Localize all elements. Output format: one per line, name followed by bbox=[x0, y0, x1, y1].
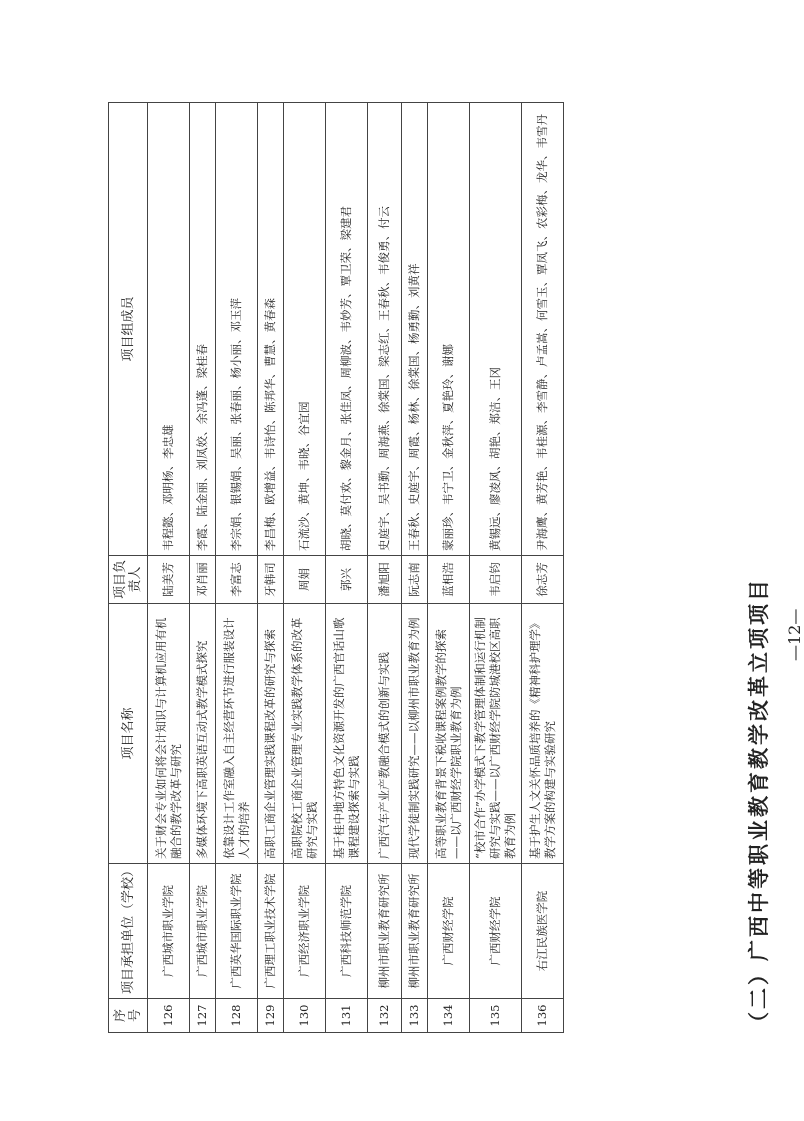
table-row bbox=[190, 103, 216, 1033]
table-row bbox=[470, 103, 522, 1033]
header-unit: 项目承担单位（学校） bbox=[109, 864, 148, 999]
row-leader: 李富志 bbox=[216, 556, 258, 604]
row-no: 126 bbox=[148, 999, 190, 1033]
row-project-name: 高职工商企业管理实践课程改革的研究与探索 bbox=[258, 604, 284, 864]
row-unit: 广西理工职业技术学院 bbox=[258, 864, 284, 999]
row-no: 135 bbox=[470, 999, 522, 1033]
row-leader: 阮志南 bbox=[402, 556, 428, 604]
row-project-name: 关于财会专业如何将会计知识与计算机应用有机融合的教学改革与研究 bbox=[148, 604, 190, 864]
row-no: 134 bbox=[428, 999, 470, 1033]
row-no: 136 bbox=[522, 999, 564, 1033]
row-project-name: 多媒体环境下高职英语互动式教学模式探究 bbox=[190, 604, 216, 864]
row-leader: 韦启钧 bbox=[470, 556, 522, 604]
row-leader: 徐志芳 bbox=[522, 556, 564, 604]
row-members: 胡晓、莫付欢、黎金月、张佳凤、周柳波、韦妙芳、覃卫荣、梁建君 bbox=[326, 103, 368, 556]
row-members: 韦程懿、邓明杨、李忠雄 bbox=[148, 103, 190, 556]
project-table bbox=[108, 102, 564, 1033]
row-unit: 广西城市职业学院 bbox=[190, 864, 216, 999]
section-title: （二）广西中等职业教育教学改革立项项目 bbox=[746, 577, 771, 1033]
row-project-name: 高职院校工商企业管理专业实践教学体系的改革研究与实践 bbox=[284, 604, 326, 864]
row-leader: 陆美芳 bbox=[148, 556, 190, 604]
row-project-name: 基于护生人文关怀品质培养的《精神科护理学》教学方案的构建与实验研究 bbox=[522, 604, 564, 864]
row-no: 133 bbox=[402, 999, 428, 1033]
table-row bbox=[216, 103, 258, 1033]
row-unit: 广西英华国际职业学院 bbox=[216, 864, 258, 999]
row-project-name: 广西汽车产业产教融合模式的创新与实践 bbox=[368, 604, 402, 864]
row-leader: 郭兴 bbox=[326, 556, 368, 604]
row-no: 132 bbox=[368, 999, 402, 1033]
row-no: 127 bbox=[190, 999, 216, 1033]
header-name: 项目名称 bbox=[109, 604, 148, 864]
table-row bbox=[284, 103, 326, 1033]
row-no: 129 bbox=[258, 999, 284, 1033]
row-unit: 广西科技师范学院 bbox=[326, 864, 368, 999]
row-unit: 广西财经学院 bbox=[428, 864, 470, 999]
row-project-name: 高等职业教育背景下税收课程案例教学的探索——以广西财经学院职业教育为例 bbox=[428, 604, 470, 864]
table-row bbox=[402, 103, 428, 1033]
row-unit: 柳州市职业教育研究所 bbox=[402, 864, 428, 999]
row-unit: 右江民族医学院 bbox=[522, 864, 564, 999]
row-members: 黄锡远、廖凌风、胡艳、郑洁、王冈 bbox=[470, 103, 522, 556]
row-leader: 潘旭阳 bbox=[368, 556, 402, 604]
row-project-name: 现代学徒制实践研究——以柳州市职业教育为例 bbox=[402, 604, 428, 864]
page-number: —12— bbox=[785, 608, 804, 661]
table-row bbox=[428, 103, 470, 1033]
row-members: 史庭宇、吴书勤、周海燕、徐棠国、梁志红、王春秋、韦俊勇、付云 bbox=[368, 103, 402, 556]
table-row bbox=[522, 103, 564, 1033]
row-members: 蒙丽珍、韦宁卫、金秋萍、夏艳玲、谢娜 bbox=[428, 103, 470, 556]
row-leader: 牙韩司 bbox=[258, 556, 284, 604]
header-leader: 项目负责人 bbox=[109, 556, 148, 604]
table-row bbox=[326, 103, 368, 1033]
row-no: 131 bbox=[326, 999, 368, 1033]
row-unit: 广西财经学院 bbox=[470, 864, 522, 999]
row-members: 王春秋、史庭宇、周霞、杨林、徐棠国、杨勇勤、刘黄祥 bbox=[402, 103, 428, 556]
table-row bbox=[368, 103, 402, 1033]
table-header-row bbox=[109, 103, 148, 1033]
row-project-name: “校市合作”办学模式下教学管理体制和运行机制研究与实践——以广西财经学院防城港校区高职教育为例 bbox=[470, 604, 522, 864]
row-members: 李霞、陆金丽、刘凤姣、余冯蓬、梁桂春 bbox=[190, 103, 216, 556]
row-project-name: 依靠设计工作室融入自主经营环节进行服装设计人才的培养 bbox=[216, 604, 258, 864]
row-project-name: 基于桂中地方特色文化资源开发的广西官话山歌课程建设探索与实践 bbox=[326, 604, 368, 864]
table-row bbox=[258, 103, 284, 1033]
row-unit: 广西城市职业学院 bbox=[148, 864, 190, 999]
row-members: 尹海鹰、黄芳艳、韦桂源、李雪静、卢孟嵩、何雪玉、覃凤飞、农彩梅、龙华、韦雪丹 bbox=[522, 103, 564, 556]
header-members: 项目组成员 bbox=[109, 103, 148, 556]
row-unit: 柳州市职业教育研究所 bbox=[368, 864, 402, 999]
row-leader: 蓝相浩 bbox=[428, 556, 470, 604]
row-no: 128 bbox=[216, 999, 258, 1033]
row-leader: 周娟 bbox=[284, 556, 326, 604]
row-leader: 邓肖丽 bbox=[190, 556, 216, 604]
table-row bbox=[148, 103, 190, 1033]
row-no: 130 bbox=[284, 999, 326, 1033]
row-members: 李昌梅、欧增益、韦诗怡、陈邦华、曹慧、黄春森 bbox=[258, 103, 284, 556]
header-no: 序号 bbox=[109, 999, 148, 1033]
row-members: 李宗娟、银锡娟、吴丽、张春丽、杨小丽、邓玉萍 bbox=[216, 103, 258, 556]
row-members: 石流沙、黄坤、韦晓、谷宜园 bbox=[284, 103, 326, 556]
row-unit: 广西经济职业学院 bbox=[284, 864, 326, 999]
